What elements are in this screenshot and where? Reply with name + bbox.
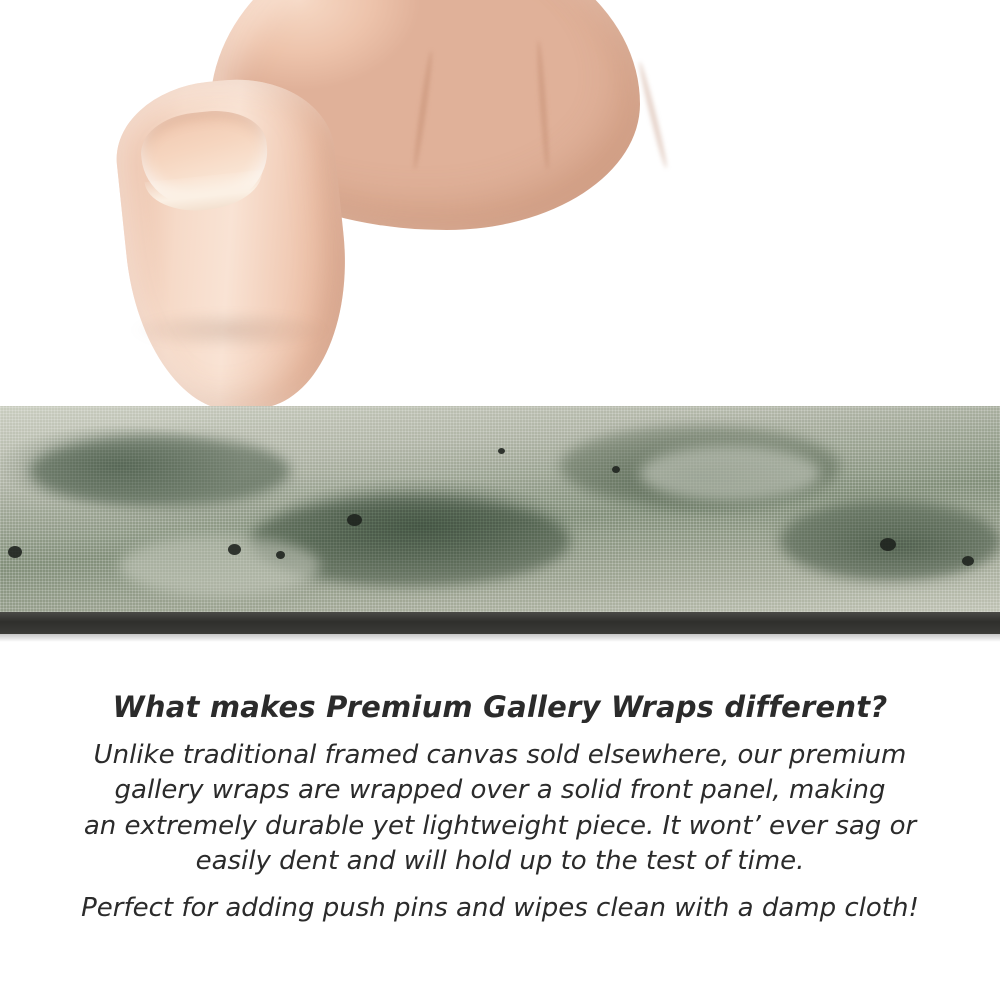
paint-speck bbox=[347, 514, 362, 526]
paint-speck bbox=[962, 556, 974, 566]
paint-highlight bbox=[640, 446, 820, 501]
canvas-wrap-shadow bbox=[0, 634, 1000, 642]
finger-shadow bbox=[130, 310, 330, 350]
canvas-gallery-wrap-slab bbox=[0, 406, 1000, 642]
paint-speck bbox=[276, 551, 285, 559]
caption-line: easily dent and will hold up to the test of time. bbox=[195, 846, 805, 877]
hand-finger-pressing bbox=[90, 0, 650, 430]
caption-body bbox=[0, 738, 1000, 927]
knuckle-crease bbox=[535, 40, 550, 170]
paint-speck bbox=[228, 544, 241, 555]
canvas-wrap-edge bbox=[0, 612, 1000, 634]
paint-speck bbox=[612, 466, 620, 473]
paint-speck bbox=[498, 448, 505, 454]
paint-mottle bbox=[30, 436, 290, 506]
paint-highlight bbox=[120, 536, 320, 596]
caption-line: an extremely durable yet lightweight piece. It wont’ ever sag or bbox=[83, 810, 917, 841]
paint-speck bbox=[8, 546, 22, 558]
caption-line: gallery wraps are wrapped over a solid front panel, making bbox=[114, 775, 886, 806]
caption-line: Unlike traditional framed canvas sold elsewhere, our premium bbox=[93, 740, 907, 770]
knuckle-crease bbox=[637, 61, 669, 169]
knuckle-crease bbox=[412, 50, 435, 170]
canvas-printed-face bbox=[0, 406, 1000, 612]
caption-closing-line: Perfect for adding push pins and wipes clean with a damp cloth! bbox=[81, 893, 919, 924]
caption-title: What makes Premium Gallery Wraps different? bbox=[112, 690, 888, 724]
paint-speck bbox=[880, 538, 896, 551]
caption-block bbox=[0, 690, 1000, 927]
